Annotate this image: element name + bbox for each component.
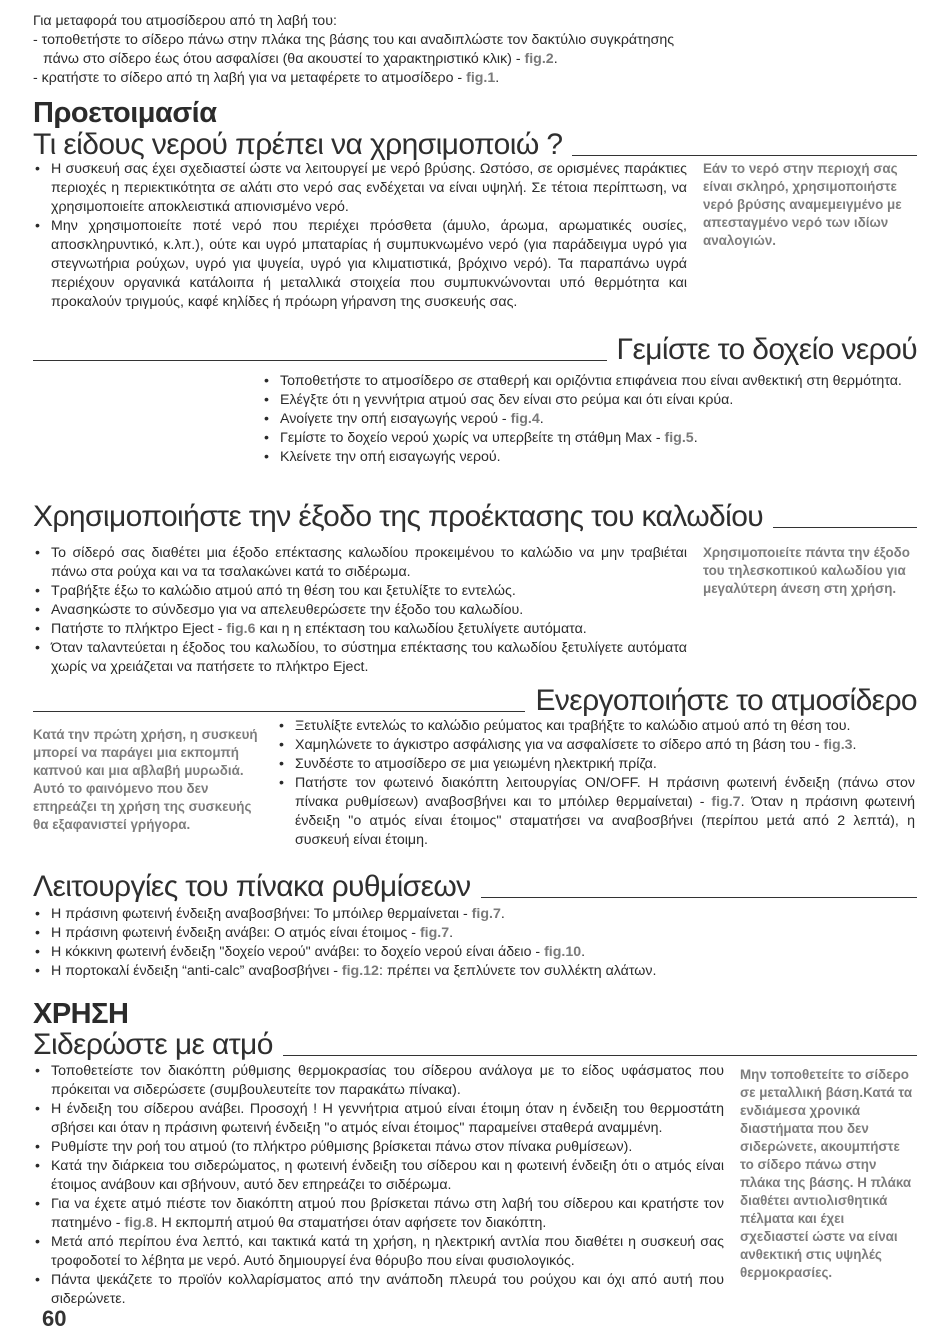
intro-line: πάνω στο σίδερο έως ότου ασφαλίσει (θα ακουστεί το χαρακτηριστικό κλικ) - fig.2. (43, 51, 558, 67)
list-item: • Γεμίστε το δοχείο νερού χωρίς να υπερβείτε τη στάθμη Max - fig.5. (262, 429, 914, 448)
fig-ref: fig.7 (711, 794, 741, 810)
section-title-preparation: Προετοιμασία (33, 97, 217, 129)
fig-ref: fig.6 (226, 621, 256, 637)
heading-rule (481, 897, 917, 898)
fig-ref: fig.8 (124, 1215, 154, 1231)
side-note-iron-rest: Μην τοποθετείτε το σίδερο σε μεταλλική βάση.Κατά τα ενδιάμεσα χρονικά διαστήματα που δεν σιδερώνετε, ακουμπήστε το σίδερο πάνω στην πλάκα της βάσης. Η πλάκα διαθέτει αντιολισθητικά πέλματα και έχει σχεδιαστεί ώστε να είναι ανθεκτική στις υψηλές θερμοκρασίες. (740, 1067, 913, 1280)
heading-cord-extension (33, 500, 917, 534)
activate-list (277, 717, 915, 850)
list-item: • Τραβήξτε έξω το καλώδιο ατμού από τη θέση του και ξετυλίξτε το εντελώς. (33, 582, 687, 601)
heading-text: Τι είδους νερού πρέπει να χρησιμοποιώ ? (33, 128, 563, 161)
list-item: • Τοποθετήστε το ατμοσίδερο σε σταθερή και οριζόντια επιφάνεια που είναι ανθεκτική στη θερμότητα. (262, 372, 914, 391)
list-item: • Πάντα ψεκάζετε το προϊόν κολλαρίσματος από την ανάποδη πλευρά του ρούχου και όχι από αυτή που σιδερώνετε. (33, 1271, 724, 1309)
heading-rule (572, 155, 917, 156)
heading-text: Λειτουργίες του πίνακα ρυθμίσεων (33, 870, 471, 903)
section-title-use: ΧΡΗΣΗ (33, 998, 129, 1030)
list-item: • Πατήστε τον φωτεινό διακόπτη λειτουργίας ON/OFF. Η πράσινη φωτεινή ένδειξη (πάνω στον πίνακα ρυθμίσεων) αναβοσβήνει και το μπόιλερ θερμαίνεται) - fig.7. Όταν η πράσινη φωτεινή ένδειξη "ο ατμός είναι έτοιμος" σταματήσει να αναβοσβήνει (περίπου μετά από 2 λεπτά), η συσκευή είναι έτοιμη. (277, 774, 915, 850)
list-item: • Ξετυλίξτε εντελώς το καλώδιο ρεύματος και τραβήξτε το καλώδιο ατμού από τη θέση του. (277, 717, 915, 736)
list-item: • Πατήστε το πλήκτρο Eject - fig.6 και η η επέκταση του καλωδίου ξετυλίγετε αυτόματα. (33, 620, 687, 639)
list-item: • Ανασηκώστε το σύνδεσμο για να απελευθερώσετε την έξοδο του καλωδίου. (33, 601, 687, 620)
heading-rule (33, 711, 525, 712)
fig-ref: fig.7 (419, 925, 450, 941)
side-note-hard-water: Εάν το νερό στην περιοχή σας είναι σκληρό, χρησιμοποιήστε νερό βρύσης αναμεμειγμένο με απεσταγμένο νερό των ιδίων αναλογιών. (703, 161, 902, 248)
list-item: • Τοποθετείστε τον διακόπτη ρύθμισης θερμοκρασίας του σίδερου ανάλογα με το είδος υφάσματος που πρόκειται να σιδερώσετε (συμβουλευτείτε τον παρακάτω πίνακα). (33, 1062, 724, 1100)
cord-list (33, 544, 687, 677)
fig-ref: fig.7 (471, 906, 501, 922)
side-note-first-use: Κατά την πρώτη χρήση, η συσκευή μπορεί να παράγει μια εκπομπή καπνού και μια αβλαβή μυρωδιά. Αυτό το φαινόμενο που δεν επηρεάζει τη χρήση της συσκευής θα εξαφανιστεί γρήγορα. (33, 727, 258, 832)
list-item: • Η πορτοκαλί ένδειξη “anti-calc” αναβοσβήνει - fig.12: πρέπει να ξεπλύνετε τον συλλέκτη αλάτων. (33, 962, 913, 981)
page-number: 60 (42, 1306, 67, 1331)
list-item: • Ελέγξτε ότι η γεννήτρια ατμού σας δεν είναι στο ρεύμα και ότι είναι κρύα. (262, 391, 914, 410)
heading-water-type (33, 128, 917, 162)
list-item: • Όταν ταλαντεύεται η έξοδος του καλωδίου, το σύστημα επέκτασης του καλωδίου ξετυλίγετε αυτόματα χωρίς να χρειάζεται να πατήσετε το πλήκτρο Eject. (33, 639, 687, 677)
list-item: • Η πράσινη φωτεινή ένδειξη αναβοσβήνει: Το μπόιλερ θερμαίνεται - fig.7. (33, 905, 913, 924)
fig-ref: fig.2 (524, 51, 554, 67)
fill-tank-list (262, 372, 914, 467)
list-item: • Κλείνετε την οπή εισαγωγής νερού. (262, 448, 914, 467)
list-item: • Ανοίγετε την οπή εισαγωγής νερού - fig.4. (262, 410, 914, 429)
heading-fill-tank (33, 333, 917, 367)
heading-text: Γεμίστε το δοχείο νερού (616, 333, 917, 366)
list-item: • Για να έχετε ατμό πιέστε τον διακόπτη ατμού που βρίσκεται πάνω στη λαβή του σίδερου και κρατήστε τον πατημένο - fig.8. Η εκπομπή ατμού θα σταματήσει όταν αφήσετε τον διακόπτη. (33, 1195, 724, 1233)
list-item: • Συνδέστε το ατμοσίδερο σε μια γειωμένη ηλεκτρική πρίζα. (277, 755, 915, 774)
list-item: • Κατά την διάρκεια του σιδερώματος, η φωτεινή ένδειξη του σίδερου και η φωτεινή ένδειξη ότι ο ατμός είναι έτοιμος ανάβουν και σβήνουν, αυτό δεν επηρεάζει το σιδέρωμα. (33, 1157, 724, 1195)
fig-ref: fig.12 (341, 963, 379, 979)
fig-ref: fig.3 (823, 737, 853, 753)
list-item: • Μετά από περίπου ένα λεπτό, και τακτικά κατά τη χρήση, η ηλεκτρική αντλία που διαθέτει η συσκευή σας τροφοδοτεί το λέβητα με νερό. Αυτό δημιουργεί ένα θόρυβο που είναι φυσιολογικός. (33, 1233, 724, 1271)
list-item: • Χαμηλώνετε το άγκιστρο ασφάλισης για να ασφαλίσετε το σίδερο από τη βάση του - fig.3. (277, 736, 915, 755)
heading-activate (33, 684, 917, 718)
intro-text (33, 12, 913, 88)
fig-ref: fig.4 (510, 411, 540, 427)
list-item: • Μην χρησιμοποιείτε ποτέ νερό που περιέχει πρόσθετα (άμυλο, άρωμα, αρωματικές ουσίες, αποσκληρυντικό, κ.λπ.), ούτε και υγρό μπαταρίας ή συμπυκνωμένο νερό (για παράδειγμα υγρό για στεγνωτήρια ρούχων, υγρό για ψυγεία, υγρό για κλιματιστικά, βρόχινο νερό). Τα παραπάνω υγρά περιέχουν οργανικά κατάλοιπα ή μεταλλικά στοιχεία που συμπυκνώνονται υπό θερμότητα και προκαλούν τριγμούς, καφέ κηλίδες ή πρόωρη γήρανση της συσκευής σας. (33, 217, 687, 312)
heading-text: Σιδερώστε με ατμό (33, 1028, 273, 1061)
heading-text: Χρησιμοποιήστε την έξοδο της προέκτασης του καλωδίου (33, 500, 764, 533)
intro-line: Για μεταφορά του ατμοσίδερου από τη λαβή του: (33, 13, 337, 29)
steam-ironing-list (33, 1062, 724, 1309)
list-item: • Η ένδειξη του σίδερου ανάβει. Προσοχή ! Η γεννήτρια ατμού είναι έτοιμη όταν η ένδειξη του θερμοστάτη σβήσει και όταν η πράσινη φωτεινή ένδειξη "ο ατμός είναι έτοιμος" παραμείνει σταθερά αναμμένη. (33, 1100, 724, 1138)
heading-rule (773, 527, 917, 528)
fig-ref: fig.10 (544, 944, 582, 960)
list-item: • Η κόκκινη φωτεινή ένδειξη "δοχείο νερού" ανάβει: το δοχείο νερού είναι άδειο - fig.10. (33, 943, 913, 962)
control-panel-list (33, 905, 913, 981)
intro-line: - κρατήστε το σίδερο από τη λαβή για να μεταφέρετε το ατμοσίδερο - fig.1. (33, 70, 500, 86)
fig-ref: fig.1 (466, 70, 496, 86)
fig-ref: fig.5 (664, 430, 694, 446)
heading-control-panel (33, 870, 917, 904)
list-item: • Το σίδερό σας διαθέτει μια έξοδο επέκτασης καλωδίου προκειμένου το καλώδιο να μην τραβιέται πάνω στα ρούχα και να τα τσαλακώνει κατά το σιδέρωμα. (33, 544, 687, 582)
water-type-list (33, 160, 687, 312)
heading-rule (283, 1055, 917, 1056)
list-item: • Ρυθμίστε την ροή του ατμού (το πλήκτρο ρύθμισης βρίσκεται πάνω στον πίνακα ρυθμίσεων). (33, 1138, 724, 1157)
list-item: • Η συσκευή σας έχει σχεδιαστεί ώστε να λειτουργεί με νερό βρύσης. Ωστόσο, σε ορισμένες παράκτιες περιοχές η περιεκτικότητα σε αλάτι στο νερό σας ενδέχεται να είναι υψηλή. Σε τέτοια περίπτωση, να χρησιμοποιείτε αποκλειστικά απιονισμένο νερό. (33, 160, 687, 217)
heading-rule (33, 360, 607, 361)
list-item: • Η πράσινη φωτεινή ένδειξη ανάβει: Ο ατμός είναι έτοιμος - fig.7. (33, 924, 913, 943)
side-note-cord: Χρησιμοποιείτε πάντα την έξοδο του τηλεσκοπικού καλωδίου για μεγαλύτερη άνεση στη χρήση. (703, 545, 910, 596)
heading-text: Ενεργοποιήστε το ατμοσίδερο (535, 684, 917, 717)
heading-steam-ironing (33, 1028, 917, 1062)
intro-line: - τοποθετήστε το σίδερο πάνω στην πλάκα της βάσης του και αναδιπλώστε τον δακτύλιο συγκράτησης (33, 32, 675, 48)
